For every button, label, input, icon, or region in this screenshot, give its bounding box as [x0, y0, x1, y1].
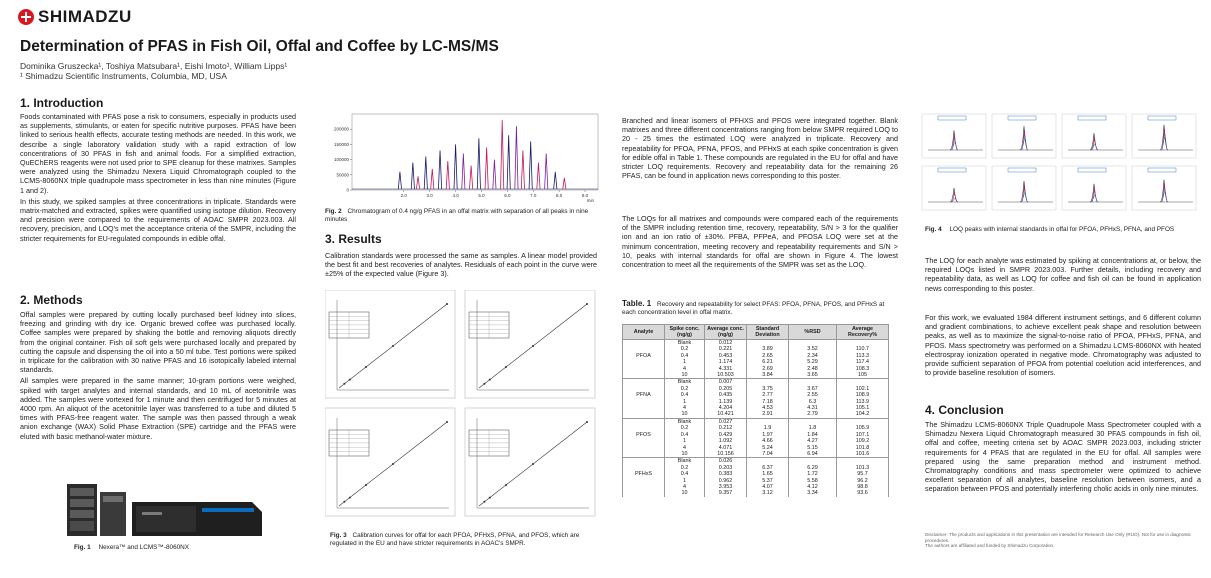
- header-average-conc: Average conc. (ng/g): [705, 325, 747, 340]
- fig3-label: Fig. 3: [330, 532, 347, 539]
- calibration-point: [489, 497, 491, 499]
- table-row: [623, 340, 889, 347]
- loq-frame: [922, 114, 986, 158]
- table1-wrapper: [622, 324, 889, 497]
- loq-legend-box: [938, 168, 966, 172]
- table-row: [623, 458, 889, 465]
- table-cell: 2.34: [789, 353, 837, 359]
- table-cell: 1.84: [789, 432, 837, 438]
- intro-text: [20, 112, 296, 243]
- loq-peak-panels: [920, 112, 1202, 217]
- table-cell: 2.69: [747, 366, 789, 372]
- disclaimer: [925, 532, 1201, 549]
- calibration-point: [489, 379, 491, 381]
- analyte-cell: [623, 379, 665, 386]
- table-cell: 4.53: [747, 405, 789, 411]
- table-cell: 4.07: [747, 484, 789, 490]
- shimadzu-logo: [18, 7, 132, 27]
- calibration-point: [365, 366, 367, 368]
- analyte-cell: [623, 372, 665, 379]
- analyte-cell: [623, 451, 665, 458]
- intro-paragraph-1: Foods contaminated with PFAS pose a risk to consumers, especially in products used as supplements, stimulants, or eaten for specific nutritive purposes. PFAS have been linked to serious health effects, accurate testing methods are needed. In this work, we describe a single laboratory validation study with a rapid extraction of low concentrations of 30 PFAS in fish and animal foods. For a simplified extraction, QuEChERS reagents were not used prior to SPE cleanup for these matrixes. Samples were analyzed using the Shimadzu Nexera Liquid Chromatograph coupled to the LCMS-8060NX triple quadrupole mass spectrometer in less than nine minutes (Figure 1 and 2).: [20, 112, 296, 195]
- col3-paragraph-1: Branched and linear isomers of PFHXS and PFOS were integrated together. Blank matrixes and three different concentrations ranging from below SMPR required LOQ to 20 - 25 times the estimated LOQ were analyzed in triplicate. Recovery and repeatability for PFOA, PFNA, PFOS, and PFHxS at each spike concentration is given for edible offal in Table 1. These compounds are regulated in the EU for offal and have stricter LOQ requirements. Recovery and repeatability data for the remaining 26 PFAS, can be found in application news corresponding to this poster.: [622, 116, 898, 181]
- table-cell: 2.91: [747, 411, 789, 418]
- table-row: [623, 379, 889, 386]
- calibration-point: [532, 345, 534, 347]
- table-cell: [837, 379, 889, 386]
- table-cell: [837, 458, 889, 465]
- calibration-frame: [325, 408, 455, 516]
- table-cell: [789, 340, 837, 347]
- methods-heading: 2. Methods: [20, 293, 83, 307]
- fig1-text: Nexera™ and LCMS™-8060NX: [98, 544, 190, 551]
- fig3-caption: [330, 532, 598, 548]
- ms-ion-source: [142, 512, 162, 515]
- fig1-caption: [74, 544, 189, 552]
- table-cell: 4.27: [789, 438, 837, 444]
- calibration-frame: [325, 290, 455, 398]
- table-cell: 3.89: [747, 346, 789, 352]
- analyte-cell: PFOS: [623, 432, 665, 438]
- table-cell: 2.79: [789, 411, 837, 418]
- x-tick-label: 9.0: [581, 193, 589, 198]
- calibration-point: [392, 345, 394, 347]
- table-cell: 102.1: [837, 386, 889, 392]
- table-cell: 0.4: [665, 432, 705, 438]
- logo-text: SHIMADZU: [38, 7, 132, 26]
- header-avg-recovery: Average Recovery%: [837, 325, 889, 340]
- table-cell: 93.6: [837, 490, 889, 496]
- table-cell: 0.221: [705, 346, 747, 352]
- calibration-point: [532, 463, 534, 465]
- table-cell: 3.84: [747, 372, 789, 379]
- calibration-frame: [465, 408, 595, 516]
- table-cell: 5.37: [747, 478, 789, 484]
- loq-legend-box: [1078, 116, 1106, 120]
- y-tick-label: 150000: [333, 141, 349, 147]
- ms-accent-stripe: [202, 508, 254, 512]
- table-cell: 6.37: [747, 465, 789, 471]
- analyte-cell: [623, 458, 665, 465]
- calibration-point: [483, 501, 485, 503]
- calibration-point: [483, 383, 485, 385]
- table-row: [623, 418, 889, 425]
- lc-module-1: [70, 488, 94, 496]
- loq-legend-box: [1078, 168, 1106, 172]
- table-cell: 98.8: [837, 484, 889, 490]
- table-cell: Blank: [665, 418, 705, 425]
- table-cell: 1.8: [789, 425, 837, 431]
- table-cell: 104.2: [837, 411, 889, 418]
- table-cell: 4.204: [705, 405, 747, 411]
- table-cell: 95.7: [837, 471, 889, 477]
- poster-title: Determination of PFAS in Fish Oil, Offal and Coffee by LC-MS/MS: [20, 38, 499, 55]
- calibration-point: [349, 497, 351, 499]
- table-cell: 105: [837, 372, 889, 379]
- table-cell: 10: [665, 490, 705, 496]
- table-cell: 4.66: [747, 438, 789, 444]
- calibration-point: [586, 303, 588, 305]
- table-cell: 0.212: [705, 425, 747, 431]
- table-cell: 105.1: [837, 405, 889, 411]
- loq-frame: [1062, 166, 1126, 210]
- table-cell: 109.2: [837, 438, 889, 444]
- table-row: [623, 490, 889, 496]
- table-cell: 0.4: [665, 392, 705, 398]
- header-std-dev: Standard Deviation: [747, 325, 789, 340]
- authors-block: [20, 61, 287, 81]
- header-analyte: Analyte: [623, 325, 665, 340]
- table-cell: 7.04: [747, 451, 789, 458]
- table-cell: 0.4: [665, 353, 705, 359]
- col4-paragraph-2: For this work, we evaluated 1984 different instrument settings, and 6 different column and gradient combinations, to achieve excellent peak shape and resolution between peaks, as well as to maximize the signal-to-noise ratio of PFOA, PFHxS, PFNA, and PFOS. Mass spectrometry was performed on a Shimadzu LCMS-8060NX with heated electrospray ionization operated in negative mode. Chromatography was adjusted to provide sufficient separation of PFOA from potential coelution acid interferences, and to provide baseline resolution of isomers.: [925, 313, 1201, 378]
- analyte-cell: PFNA: [623, 392, 665, 398]
- table-cell: Blank: [665, 458, 705, 465]
- methods-paragraph-2: All samples were prepared in the same manner; 10-gram portions were weighed, spiked with target analytes and internal standards, and 10 mL of acetonitrile was added. The samples were vortexed for 1 minute and then centrifuged for 5 minutes at 4000 rpm. An aliquot of the acetonitrile layer was transferred to a tube and diluted 5 times with PFAS-free reagent water. The sample was then passed through a weak anion exchange (WAX) Solid Phase Extraction (SPE) cartridge and the PFAS were eluted with basic methanol-water mixture.: [20, 376, 296, 441]
- fig4-caption: [925, 226, 1203, 234]
- fig4-text: LOQ peaks with internal standards in offal for PFOA, PFHxS, PFNA, and PFOS: [949, 226, 1175, 233]
- table-cell: 2.55: [789, 392, 837, 398]
- table-cell: 3.34: [789, 490, 837, 496]
- table-cell: 9.357: [705, 490, 747, 496]
- table-cell: [789, 458, 837, 465]
- table-cell: 0.453: [705, 353, 747, 359]
- lc-module-4: [70, 521, 94, 531]
- table-cell: 3.12: [747, 490, 789, 496]
- calibration-point: [343, 383, 345, 385]
- shimadzu-logo-icon: [18, 9, 34, 25]
- fig3-text: Calibration curves for offal for each PFOA, PFHxS, PFNA, and PFOS, which are regulated in the EU and have stricter requirements in AOAC's SMPR.: [330, 532, 580, 547]
- chromatogram-chart: [312, 110, 602, 205]
- table-cell: 1: [665, 478, 705, 484]
- calibration-point: [586, 421, 588, 423]
- table-cell: [747, 379, 789, 386]
- analyte-cell: [623, 490, 665, 496]
- table1-label: Table. 1: [622, 299, 652, 308]
- chromatogram-plot-area: [352, 114, 598, 190]
- x-tick-label: 7.0: [530, 193, 537, 198]
- fig2-text: Chromatogram of 0.4 ng/g PFAS in an offal matrix with separation of all peaks in nine minutes: [325, 208, 589, 223]
- x-tick-label: 2.0: [400, 193, 407, 198]
- table-cell: [789, 379, 837, 386]
- col4-paragraph-1: The LOQ for each analyte was estimated by spiking at concentrations at, or below, the required LOQs listed in SMPR 2023.003. Further details, including recovery and repeatability data, as well as LOQ for coffee and fish oil can be found in application news corresponding to this poster.: [925, 256, 1201, 293]
- table-cell: 110.7: [837, 346, 889, 352]
- calibration-panel: [325, 290, 455, 398]
- table-cell: 1.174: [705, 359, 747, 365]
- loq-panel: [1062, 114, 1126, 158]
- col3-paragraph-2: The LOQs for all matrixes and compounds were compared each of the requirements of the SMPR including retention time, recovery, repeatability, S/N > 3 for the qualifier ion and an ion ratio of ±30%. PFBA, PFPeA, and PFOSA LOQ were set at the minimum concentration, meeting recovery and repeatability requirements and S/N > 10, peaks with internal standards for offal are shown in Figure 4. The lowest concentration to meet all the requirements of the SMPR was set as the LOQ.: [622, 214, 898, 270]
- loq-panel: [992, 114, 1056, 158]
- table-cell: 3.52: [789, 346, 837, 352]
- fig4-label: Fig. 4: [925, 226, 942, 233]
- table1-caption-text: Recovery and repeatability for select PFAS: PFOA, PFNA, PFOS, and PFHxS at each concentration level in offal matrix.: [622, 301, 885, 316]
- table-cell: [747, 340, 789, 347]
- table-cell: 113.9: [837, 399, 889, 405]
- calibration-curves: [325, 290, 597, 520]
- table-cell: 1.092: [705, 438, 747, 444]
- table-cell: 0.429: [705, 432, 747, 438]
- table-cell: 108.9: [837, 392, 889, 398]
- y-tick-label: 50000: [336, 172, 349, 178]
- calibration-point: [446, 303, 448, 305]
- loq-panel: [1062, 166, 1126, 210]
- table-row: [623, 372, 889, 379]
- table-cell: 105.9: [837, 425, 889, 431]
- header-spike-conc: Spike conc. (ng/g): [665, 325, 705, 340]
- author-names: Dominika Gruszecka¹, Toshiya Matsubara¹, Eishi Imoto¹, William Lipps¹: [20, 61, 288, 71]
- table-cell: 113.3: [837, 353, 889, 359]
- table-cell: 0.012: [705, 340, 747, 347]
- table-cell: Blank: [665, 379, 705, 386]
- calibration-point: [343, 501, 345, 503]
- table-cell: 0.026: [705, 458, 747, 465]
- table-cell: 6.3: [789, 399, 837, 405]
- table-cell: 0.205: [705, 386, 747, 392]
- loq-panel: [1132, 114, 1196, 158]
- loq-panel: [922, 114, 986, 158]
- table-cell: 108.3: [837, 366, 889, 372]
- table-cell: 1.97: [747, 432, 789, 438]
- calibration-panel: [325, 408, 455, 516]
- table-cell: 10.421: [705, 411, 747, 418]
- calibration-point: [505, 366, 507, 368]
- table-cell: 0.4: [665, 471, 705, 477]
- table-cell: 0.027: [705, 418, 747, 425]
- table-cell: 5.24: [747, 445, 789, 451]
- lc-module-2: [70, 499, 94, 507]
- intro-paragraph-2: In this study, we spiked samples at three concentrations in triplicate. Standards were matrix-matched and extracted, spikes were quantified using isotope dilution. Recovery and precision were compared to the requirements of AOAC SMPR 2023.003. All recovery, precision, and LOQ's met the acceptance criteria of the SMPR, including the stricter requirements for EU-regulated compounds in edible offal.: [20, 196, 296, 243]
- calibration-point: [392, 463, 394, 465]
- table-cell: 4.331: [705, 366, 747, 372]
- loq-panel: [992, 166, 1056, 210]
- analyte-cell: PFOA: [623, 353, 665, 359]
- y-tick-label: 200000: [333, 126, 349, 132]
- methods-text: [20, 310, 296, 441]
- table-cell: [837, 340, 889, 347]
- table-cell: 5.15: [789, 445, 837, 451]
- loq-panel: [922, 166, 986, 210]
- table-cell: 10.503: [705, 372, 747, 379]
- x-axis-label: min: [586, 198, 594, 203]
- calibration-point: [349, 379, 351, 381]
- table-cell: 3.67: [789, 386, 837, 392]
- table-cell: 1.139: [705, 399, 747, 405]
- ms-front-panel: [136, 506, 196, 532]
- table-cell: 7.18: [747, 399, 789, 405]
- table-cell: 1.9: [747, 425, 789, 431]
- table-cell: 10.156: [705, 451, 747, 458]
- fig1-label: Fig. 1: [74, 544, 91, 551]
- x-tick-label: 6.0: [504, 193, 511, 198]
- table-row: [623, 411, 889, 418]
- table-cell: 107.1: [837, 432, 889, 438]
- fig2-label: Fig. 2: [325, 208, 342, 215]
- table-cell: 1: [665, 399, 705, 405]
- table-cell: 101.3: [837, 465, 889, 471]
- analyte-cell: [623, 418, 665, 425]
- table-cell: 4: [665, 484, 705, 490]
- author-affiliation: ¹ Shimadzu Scientific Instruments, Columbia, MD, USA: [20, 71, 227, 81]
- table-cell: 3.75: [747, 386, 789, 392]
- table-cell: 10: [665, 451, 705, 458]
- conclusion-text: The Shimadzu LCMS-8060NX Triple Quadrupole Mass Spectrometer coupled with a Shimadzu Nexera Liquid Chromatograph measured 30 PFAS compounds in fish oil, offal and coffee, meeting criteria set by AOAC SMPR 2023.003, including stricter requirements for 4 PFAS that are regulated in the EU for offal. All samples were prepared using the same preparation method and instrument method. Chromatography conditions and mass spectrometer were optimized to achieve excellent separation of all analytes, baseline resolution between isomers, and a separation between PFOS and potentially interfering cholic acids in only nine minutes.: [925, 420, 1201, 494]
- lc-module-3: [70, 510, 94, 518]
- intro-heading: 1. Introduction: [20, 96, 104, 110]
- table-cell: 1: [665, 438, 705, 444]
- table-cell: [789, 418, 837, 425]
- table-cell: 6.94: [789, 451, 837, 458]
- table-cell: 0.962: [705, 478, 747, 484]
- table-cell: 0.2: [665, 386, 705, 392]
- table-cell: 2.65: [747, 353, 789, 359]
- loq-legend-box: [938, 116, 966, 120]
- table-cell: 0.2: [665, 465, 705, 471]
- calibration-point: [365, 484, 367, 486]
- loq-panel: [1132, 166, 1196, 210]
- table-row: [623, 451, 889, 458]
- table-cell: 4.12: [789, 484, 837, 490]
- table-cell: Blank: [665, 340, 705, 347]
- calibration-point: [505, 484, 507, 486]
- disclaimer-line-1: Disclaimer: The products and applications in this presentation are intended for Research Use Only (RUO). Not for use in diagnostic procedures.: [925, 532, 1191, 543]
- calibration-panel: [465, 290, 595, 398]
- table-cell: 101.8: [837, 445, 889, 451]
- analyte-cell: [623, 340, 665, 347]
- table-cell: 4: [665, 366, 705, 372]
- table-cell: [747, 458, 789, 465]
- x-tick-label: 4.0: [452, 193, 459, 198]
- table-cell: 0.2: [665, 346, 705, 352]
- y-tick-label: 100000: [333, 157, 349, 163]
- table-cell: 6.29: [789, 465, 837, 471]
- conclusion-heading: 4. Conclusion: [925, 403, 1004, 417]
- calibration-frame: [465, 290, 595, 398]
- table-cell: 4: [665, 445, 705, 451]
- loq-legend-box: [1148, 168, 1176, 172]
- table-cell: 1: [665, 359, 705, 365]
- table-cell: 1.72: [789, 471, 837, 477]
- table-cell: 6.21: [747, 359, 789, 365]
- table-cell: 2.77: [747, 392, 789, 398]
- table-cell: 3.953: [705, 484, 747, 490]
- table-cell: [747, 418, 789, 425]
- recovery-table: [622, 324, 889, 497]
- table-cell: 96.2: [837, 478, 889, 484]
- table-cell: 10: [665, 372, 705, 379]
- table-cell: 117.4: [837, 359, 889, 365]
- x-tick-label: 5.0: [478, 193, 485, 198]
- results-paragraph-1: Calibration standards were processed the same as samples. A linear model provided the best fit and best recoveries of analytes. Residuals of each point in the curve were ±25% of the expected value (Figure 3).: [325, 251, 597, 279]
- table-header-row: [623, 325, 889, 340]
- table-cell: 3.65: [789, 372, 837, 379]
- table1-caption: [622, 300, 898, 317]
- table-cell: 0.383: [705, 471, 747, 477]
- x-tick-label: 8.0: [556, 193, 563, 198]
- fig2-caption: [325, 208, 597, 224]
- y-tick-label: 0: [346, 187, 349, 193]
- loq-legend-box: [1148, 116, 1176, 120]
- table-cell: 10: [665, 411, 705, 418]
- table-cell: 0.435: [705, 392, 747, 398]
- table-cell: 0.203: [705, 465, 747, 471]
- table-cell: 5.29: [789, 359, 837, 365]
- table-cell: 101.6: [837, 451, 889, 458]
- results-heading: 3. Results: [325, 232, 382, 246]
- calibration-panel: [465, 408, 595, 516]
- analyte-cell: [623, 411, 665, 418]
- table-cell: [837, 418, 889, 425]
- table-cell: 5.58: [789, 478, 837, 484]
- table-cell: 0.007: [705, 379, 747, 386]
- autosampler-panel: [103, 496, 123, 502]
- analyte-cell: PFHxS: [623, 471, 665, 477]
- header-rsd: %RSD: [789, 325, 837, 340]
- table-cell: 2.48: [789, 366, 837, 372]
- methods-paragraph-1: Offal samples were prepared by cutting locally purchased beef kidney into slices, freezing and grinding with dry ice. Organic brewed coffee was purchased locally. Coffee samples were prepared by shaking the bottle and removing aliquots directly from the original container. Fish oil soft gels were purchased locally and prepared by cutting the capsule and dispensing the oil into a 50 ml tube. Test portions were spiked in triplicate for the calibration with 30 native PFAS and 16 isotopically labeled internal standards.: [20, 310, 296, 375]
- disclaimer-line-2: The authors are affiliated and funded by Shimadzu Corporation.: [925, 543, 1055, 549]
- instrument-illustration: [62, 478, 272, 540]
- table-cell: 4.31: [789, 405, 837, 411]
- table-cell: 4: [665, 405, 705, 411]
- x-tick-label: 3.0: [426, 193, 433, 198]
- loq-legend-box: [1008, 168, 1036, 172]
- table-cell: 1.65: [747, 471, 789, 477]
- table-cell: 0.2: [665, 425, 705, 431]
- loq-legend-box: [1008, 116, 1036, 120]
- calibration-point: [446, 421, 448, 423]
- table-cell: 4.071: [705, 445, 747, 451]
